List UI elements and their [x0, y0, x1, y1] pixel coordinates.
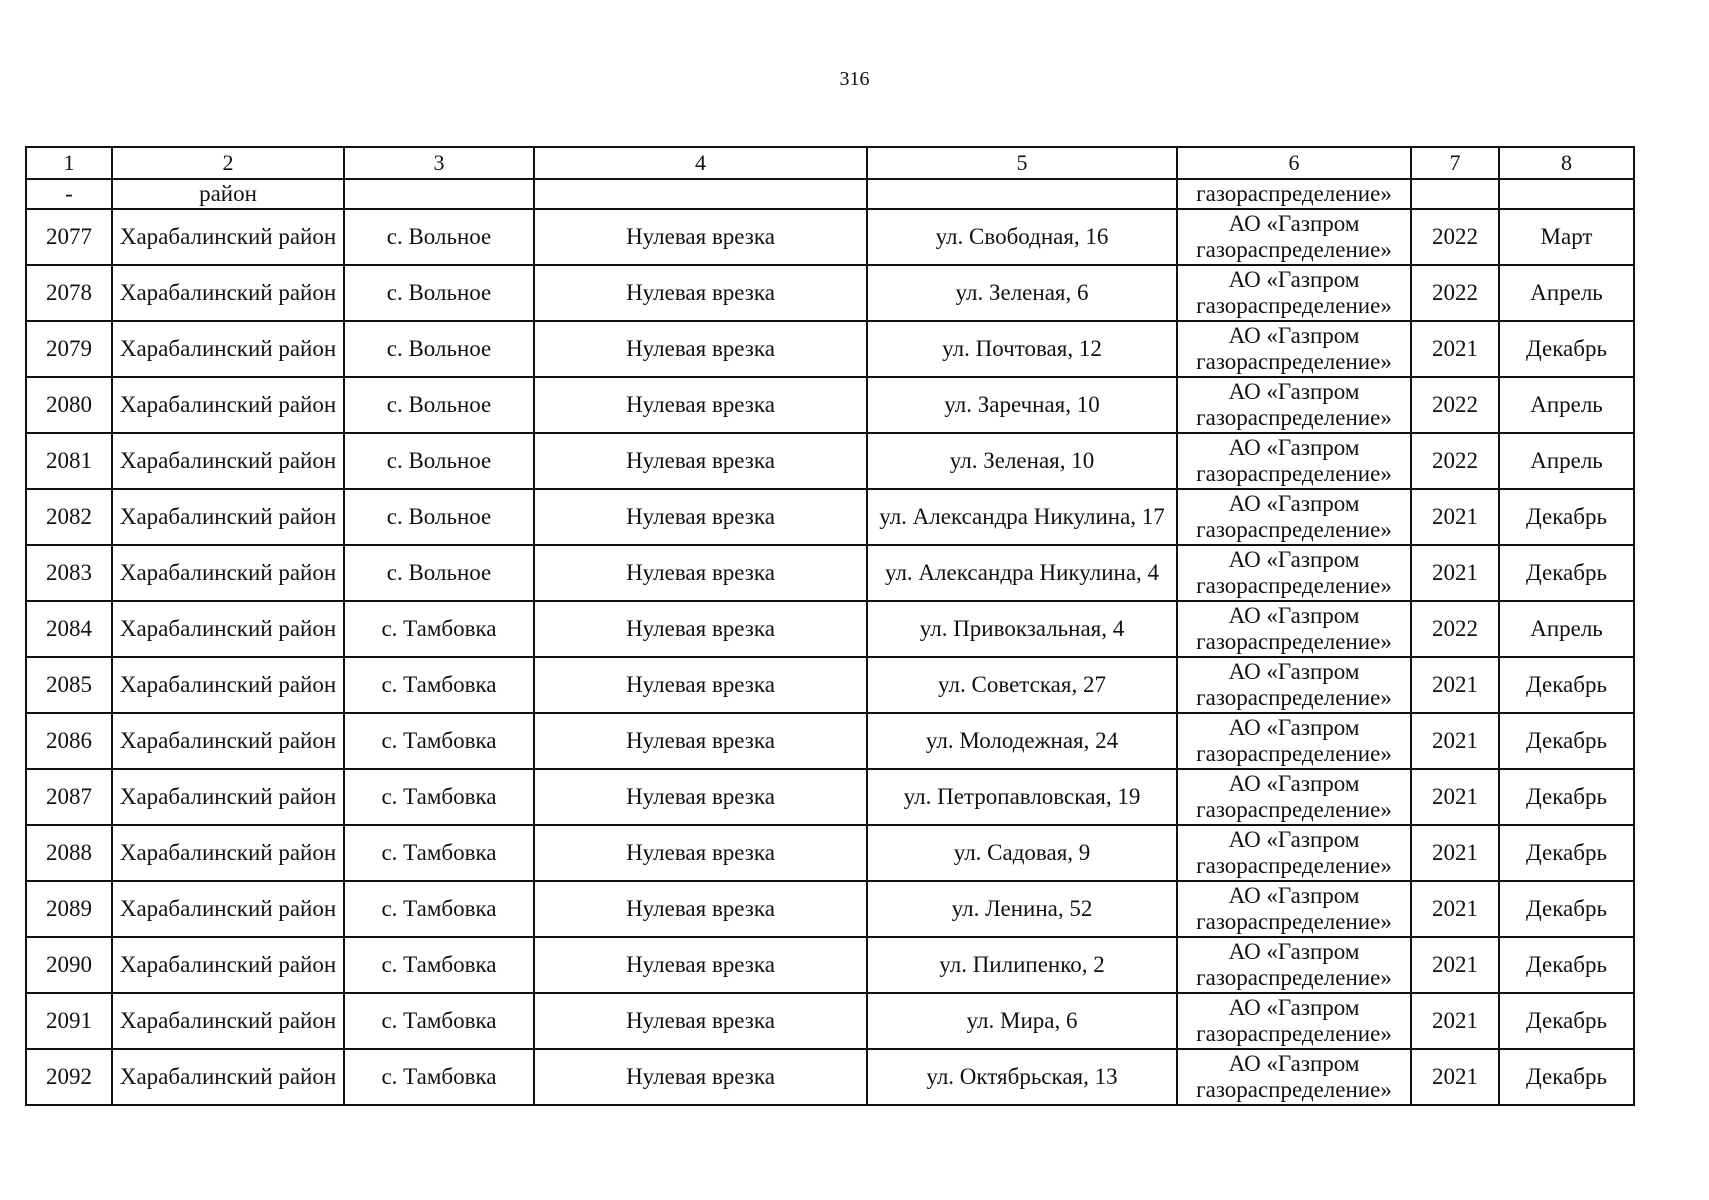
- table-row: [26, 601, 1634, 657]
- address-cell: ул. Мира, 6: [867, 993, 1177, 1049]
- district-cell: Харабалинский район: [112, 433, 344, 489]
- year-cell: 2021: [1411, 825, 1499, 881]
- table-row: [26, 825, 1634, 881]
- table-row: [26, 937, 1634, 993]
- locality-cell: с. Тамбовка: [344, 657, 534, 713]
- table-row: [26, 881, 1634, 937]
- row-number-cell: 2081: [26, 433, 112, 489]
- row-number-cell: 2078: [26, 265, 112, 321]
- address-cell: ул. Александра Никулина, 4: [867, 545, 1177, 601]
- locality-cell: с. Вольное: [344, 489, 534, 545]
- column-number-cell: 5: [867, 147, 1177, 179]
- continuation-cell: -: [26, 179, 112, 209]
- work-type-cell: Нулевая врезка: [534, 321, 867, 377]
- month-cell: Декабрь: [1499, 993, 1634, 1049]
- table-row: [26, 377, 1634, 433]
- month-cell: Декабрь: [1499, 657, 1634, 713]
- column-number-cell: 2: [112, 147, 344, 179]
- month-cell: Апрель: [1499, 433, 1634, 489]
- table-row: [26, 265, 1634, 321]
- row-number-cell: 2077: [26, 209, 112, 265]
- district-cell: Харабалинский район: [112, 1049, 344, 1105]
- month-cell: Декабрь: [1499, 545, 1634, 601]
- year-cell: 2021: [1411, 881, 1499, 937]
- page-number: 316: [839, 68, 870, 90]
- month-cell: Декабрь: [1499, 713, 1634, 769]
- row-number-cell: 2091: [26, 993, 112, 1049]
- locality-cell: с. Тамбовка: [344, 601, 534, 657]
- column-number-row: [26, 147, 1634, 179]
- locality-cell: с. Тамбовка: [344, 881, 534, 937]
- address-cell: ул. Молодежная, 24: [867, 713, 1177, 769]
- locality-cell: с. Вольное: [344, 265, 534, 321]
- year-cell: 2021: [1411, 489, 1499, 545]
- year-cell: 2022: [1411, 433, 1499, 489]
- locality-cell: с. Вольное: [344, 433, 534, 489]
- organization-cell: АО «Газпром газораспределение»: [1177, 377, 1411, 433]
- locality-cell: с. Тамбовка: [344, 937, 534, 993]
- continuation-cell: [1411, 179, 1499, 209]
- row-number-cell: 2086: [26, 713, 112, 769]
- column-number-cell: 8: [1499, 147, 1634, 179]
- address-cell: ул. Советская, 27: [867, 657, 1177, 713]
- row-number-cell: 2088: [26, 825, 112, 881]
- month-cell: Декабрь: [1499, 489, 1634, 545]
- table-row: [26, 545, 1634, 601]
- locality-cell: с. Тамбовка: [344, 713, 534, 769]
- work-type-cell: Нулевая врезка: [534, 657, 867, 713]
- continuation-row: [26, 179, 1634, 209]
- table-row: [26, 321, 1634, 377]
- row-number-cell: 2092: [26, 1049, 112, 1105]
- organization-cell: АО «Газпром газораспределение»: [1177, 265, 1411, 321]
- year-cell: 2022: [1411, 265, 1499, 321]
- month-cell: Декабрь: [1499, 825, 1634, 881]
- year-cell: 2022: [1411, 601, 1499, 657]
- organization-cell: АО «Газпром газораспределение»: [1177, 881, 1411, 937]
- address-cell: ул. Зеленая, 6: [867, 265, 1177, 321]
- district-cell: Харабалинский район: [112, 601, 344, 657]
- column-number-cell: 7: [1411, 147, 1499, 179]
- continuation-cell: газораспределение»: [1177, 179, 1411, 209]
- gas-connection-table: [25, 146, 1635, 1106]
- continuation-cell: район: [112, 179, 344, 209]
- work-type-cell: Нулевая врезка: [534, 209, 867, 265]
- district-cell: Харабалинский район: [112, 825, 344, 881]
- locality-cell: с. Вольное: [344, 545, 534, 601]
- table-body: [26, 147, 1634, 1105]
- table-row: [26, 209, 1634, 265]
- organization-cell: АО «Газпром газораспределение»: [1177, 321, 1411, 377]
- address-cell: ул. Октябрьская, 13: [867, 1049, 1177, 1105]
- work-type-cell: Нулевая врезка: [534, 713, 867, 769]
- table-row: [26, 657, 1634, 713]
- district-cell: Харабалинский район: [112, 937, 344, 993]
- work-type-cell: Нулевая врезка: [534, 881, 867, 937]
- organization-cell: АО «Газпром газораспределение»: [1177, 937, 1411, 993]
- district-cell: Харабалинский район: [112, 657, 344, 713]
- month-cell: Апрель: [1499, 601, 1634, 657]
- work-type-cell: Нулевая врезка: [534, 265, 867, 321]
- work-type-cell: Нулевая врезка: [534, 545, 867, 601]
- month-cell: Декабрь: [1499, 769, 1634, 825]
- work-type-cell: Нулевая врезка: [534, 993, 867, 1049]
- district-cell: Харабалинский район: [112, 209, 344, 265]
- locality-cell: с. Вольное: [344, 321, 534, 377]
- table-row: [26, 713, 1634, 769]
- row-number-cell: 2082: [26, 489, 112, 545]
- organization-cell: АО «Газпром газораспределение»: [1177, 489, 1411, 545]
- district-cell: Харабалинский район: [112, 265, 344, 321]
- year-cell: 2021: [1411, 937, 1499, 993]
- district-cell: Харабалинский район: [112, 993, 344, 1049]
- month-cell: Декабрь: [1499, 937, 1634, 993]
- year-cell: 2022: [1411, 209, 1499, 265]
- column-number-cell: 6: [1177, 147, 1411, 179]
- year-cell: 2021: [1411, 993, 1499, 1049]
- year-cell: 2022: [1411, 377, 1499, 433]
- month-cell: Апрель: [1499, 377, 1634, 433]
- work-type-cell: Нулевая врезка: [534, 433, 867, 489]
- organization-cell: АО «Газпром газораспределение»: [1177, 601, 1411, 657]
- address-cell: ул. Садовая, 9: [867, 825, 1177, 881]
- work-type-cell: Нулевая врезка: [534, 489, 867, 545]
- table-row: [26, 1049, 1634, 1105]
- organization-cell: АО «Газпром газораспределение»: [1177, 769, 1411, 825]
- row-number-cell: 2085: [26, 657, 112, 713]
- continuation-cell: [344, 179, 534, 209]
- locality-cell: с. Тамбовка: [344, 825, 534, 881]
- organization-cell: АО «Газпром газораспределение»: [1177, 545, 1411, 601]
- district-cell: Харабалинский район: [112, 545, 344, 601]
- address-cell: ул. Почтовая, 12: [867, 321, 1177, 377]
- column-number-cell: 4: [534, 147, 867, 179]
- table-row: [26, 433, 1634, 489]
- address-cell: ул. Александра Никулина, 17: [867, 489, 1177, 545]
- year-cell: 2021: [1411, 713, 1499, 769]
- work-type-cell: Нулевая врезка: [534, 601, 867, 657]
- row-number-cell: 2087: [26, 769, 112, 825]
- year-cell: 2021: [1411, 1049, 1499, 1105]
- table-row: [26, 993, 1634, 1049]
- year-cell: 2021: [1411, 545, 1499, 601]
- locality-cell: с. Тамбовка: [344, 1049, 534, 1105]
- district-cell: Харабалинский район: [112, 769, 344, 825]
- month-cell: Декабрь: [1499, 321, 1634, 377]
- work-type-cell: Нулевая врезка: [534, 825, 867, 881]
- table-row: [26, 769, 1634, 825]
- organization-cell: АО «Газпром газораспределение»: [1177, 993, 1411, 1049]
- district-cell: Харабалинский район: [112, 489, 344, 545]
- row-number-cell: 2079: [26, 321, 112, 377]
- row-number-cell: 2083: [26, 545, 112, 601]
- organization-cell: АО «Газпром газораспределение»: [1177, 209, 1411, 265]
- work-type-cell: Нулевая врезка: [534, 769, 867, 825]
- address-cell: ул. Заречная, 10: [867, 377, 1177, 433]
- locality-cell: с. Тамбовка: [344, 769, 534, 825]
- row-number-cell: 2080: [26, 377, 112, 433]
- locality-cell: с. Тамбовка: [344, 993, 534, 1049]
- year-cell: 2021: [1411, 769, 1499, 825]
- address-cell: ул. Ленина, 52: [867, 881, 1177, 937]
- address-cell: ул. Пилипенко, 2: [867, 937, 1177, 993]
- organization-cell: АО «Газпром газораспределение»: [1177, 1049, 1411, 1105]
- locality-cell: с. Вольное: [344, 209, 534, 265]
- year-cell: 2021: [1411, 657, 1499, 713]
- row-number-cell: 2089: [26, 881, 112, 937]
- address-cell: ул. Зеленая, 10: [867, 433, 1177, 489]
- row-number-cell: 2090: [26, 937, 112, 993]
- organization-cell: АО «Газпром газораспределение»: [1177, 657, 1411, 713]
- year-cell: 2021: [1411, 321, 1499, 377]
- organization-cell: АО «Газпром газораспределение»: [1177, 825, 1411, 881]
- continuation-cell: [1499, 179, 1634, 209]
- organization-cell: АО «Газпром газораспределение»: [1177, 433, 1411, 489]
- table-row: [26, 489, 1634, 545]
- address-cell: ул. Свободная, 16: [867, 209, 1177, 265]
- column-number-cell: 1: [26, 147, 112, 179]
- continuation-cell: [534, 179, 867, 209]
- continuation-cell: [867, 179, 1177, 209]
- district-cell: Харабалинский район: [112, 377, 344, 433]
- month-cell: Декабрь: [1499, 1049, 1634, 1105]
- work-type-cell: Нулевая врезка: [534, 937, 867, 993]
- organization-cell: АО «Газпром газораспределение»: [1177, 713, 1411, 769]
- district-cell: Харабалинский район: [112, 321, 344, 377]
- work-type-cell: Нулевая врезка: [534, 377, 867, 433]
- month-cell: Декабрь: [1499, 881, 1634, 937]
- address-cell: ул. Привокзальная, 4: [867, 601, 1177, 657]
- district-cell: Харабалинский район: [112, 881, 344, 937]
- month-cell: Апрель: [1499, 265, 1634, 321]
- row-number-cell: 2084: [26, 601, 112, 657]
- address-cell: ул. Петропавловская, 19: [867, 769, 1177, 825]
- month-cell: Март: [1499, 209, 1634, 265]
- column-number-cell: 3: [344, 147, 534, 179]
- work-type-cell: Нулевая врезка: [534, 1049, 867, 1105]
- district-cell: Харабалинский район: [112, 713, 344, 769]
- locality-cell: с. Вольное: [344, 377, 534, 433]
